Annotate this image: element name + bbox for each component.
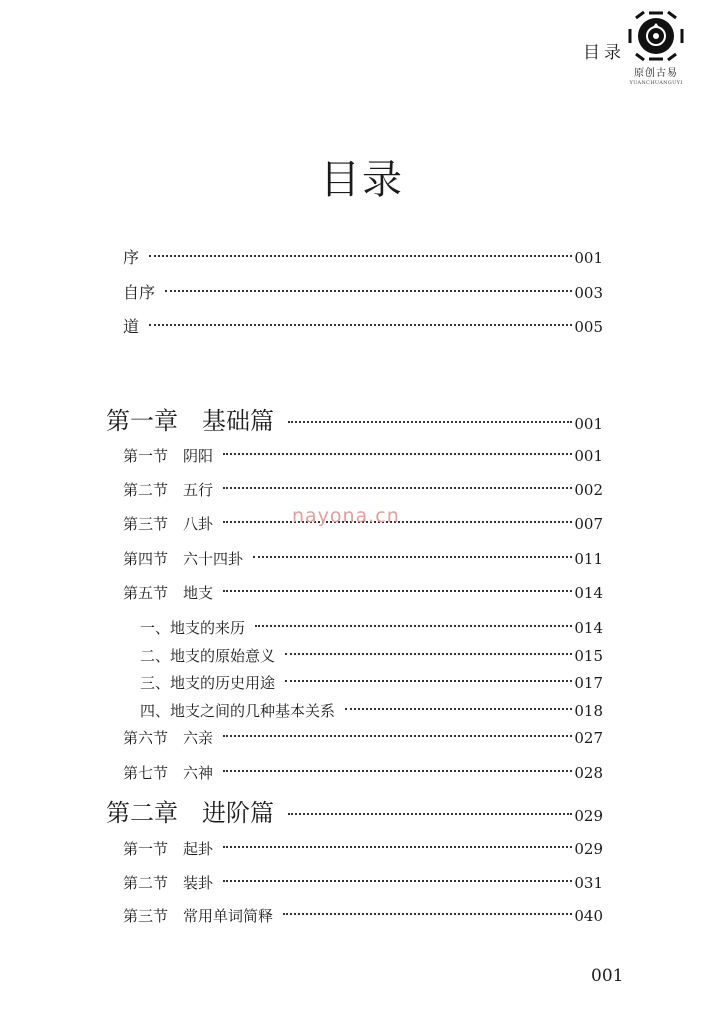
subsection-label: 三、地支的历史用途 (140, 674, 276, 692)
logo-subtext: YUANCHUANGUYI (629, 80, 683, 86)
leader-dots (223, 453, 572, 455)
leader-dots (288, 421, 572, 423)
toc-page: 018 (574, 702, 603, 720)
leader-dots (285, 653, 572, 655)
toc-page: 001 (574, 249, 603, 267)
leader-dots (288, 813, 572, 815)
bagua-logo-icon (628, 10, 684, 62)
leader-dots (223, 735, 572, 737)
leader-dots (223, 880, 572, 882)
toc-page: 001 (574, 415, 603, 433)
section-label: 第三节 常用单词简释 (123, 907, 274, 925)
toc-page: 017 (574, 674, 603, 692)
leader-dots (253, 556, 572, 558)
toc-page: 014 (574, 584, 603, 602)
section-label: 第三节 八卦 (123, 515, 214, 533)
toc-entry-author-preface[interactable] (123, 280, 603, 303)
toc-chapter-2[interactable] (106, 793, 603, 828)
toc-entry-dao[interactable] (123, 314, 603, 337)
chapter-label: 第一章 基础篇 (106, 407, 274, 435)
section-label: 第四节 六十四卦 (123, 550, 244, 568)
leader-dots (345, 708, 572, 710)
toc-page: 040 (574, 907, 603, 925)
leader-dots (223, 770, 572, 772)
section-label: 第二节 五行 (123, 481, 214, 499)
toc-chapter-1[interactable] (106, 401, 603, 436)
subsection-label: 四、地支之间的几种基本关系 (140, 702, 336, 720)
logo-text: 原创古易 (634, 68, 678, 79)
toc-page: 015 (574, 647, 603, 665)
toc-entry-preface[interactable] (123, 245, 603, 268)
leader-dots (223, 590, 572, 592)
toc-section[interactable] (123, 762, 603, 783)
publisher-logo (628, 10, 684, 92)
subsection-label: 二、地支的原始意义 (140, 647, 276, 665)
toc-page: 005 (574, 318, 603, 336)
watermark: nayona.cn (292, 505, 400, 527)
leader-dots (283, 913, 572, 915)
leader-dots (149, 255, 572, 257)
toc-section[interactable] (123, 445, 603, 466)
toc-subsection[interactable] (140, 617, 603, 638)
section-label: 第五节 地支 (123, 584, 214, 602)
toc-label: 序 (123, 248, 140, 267)
toc-page: 003 (574, 284, 603, 302)
toc-page: 014 (574, 619, 603, 637)
section-label: 第一节 起卦 (123, 840, 214, 858)
toc-page: 011 (574, 550, 603, 568)
leader-dots (285, 680, 572, 682)
page-number: 001 (591, 966, 624, 986)
toc-label: 道 (123, 317, 140, 336)
toc-subsection[interactable] (140, 700, 603, 721)
toc-page: 029 (574, 840, 603, 858)
toc-subsection[interactable] (140, 672, 603, 693)
chapter-label: 第二章 进阶篇 (106, 799, 274, 827)
toc-page: 001 (574, 447, 603, 465)
toc-section[interactable] (123, 838, 603, 859)
toc-page: 007 (574, 515, 603, 533)
toc-page: 027 (574, 729, 603, 747)
toc-subsection[interactable] (140, 645, 603, 666)
leader-dots (149, 324, 572, 326)
toc-page: 029 (574, 807, 603, 825)
toc-section[interactable] (123, 872, 603, 893)
toc-section[interactable] (123, 905, 603, 926)
toc-label: 自序 (123, 283, 156, 302)
toc-section[interactable] (123, 548, 603, 569)
leader-dots (165, 290, 572, 292)
running-header: 目录 (583, 43, 625, 63)
section-label: 第二节 装卦 (123, 874, 214, 892)
toc-section[interactable] (123, 479, 603, 500)
page-title: 目录 (320, 157, 404, 203)
leader-dots (223, 846, 572, 848)
toc-section[interactable] (123, 727, 603, 748)
section-label: 第一节 阴阳 (123, 447, 214, 465)
subsection-label: 一、地支的来历 (140, 619, 246, 637)
leader-dots (255, 625, 572, 627)
toc-section[interactable] (123, 582, 603, 603)
section-label: 第七节 六神 (123, 764, 214, 782)
toc-page: 028 (574, 764, 603, 782)
leader-dots (223, 487, 572, 489)
section-label: 第六节 六亲 (123, 729, 214, 747)
toc-page: 002 (574, 481, 603, 499)
toc-page: 031 (574, 874, 603, 892)
